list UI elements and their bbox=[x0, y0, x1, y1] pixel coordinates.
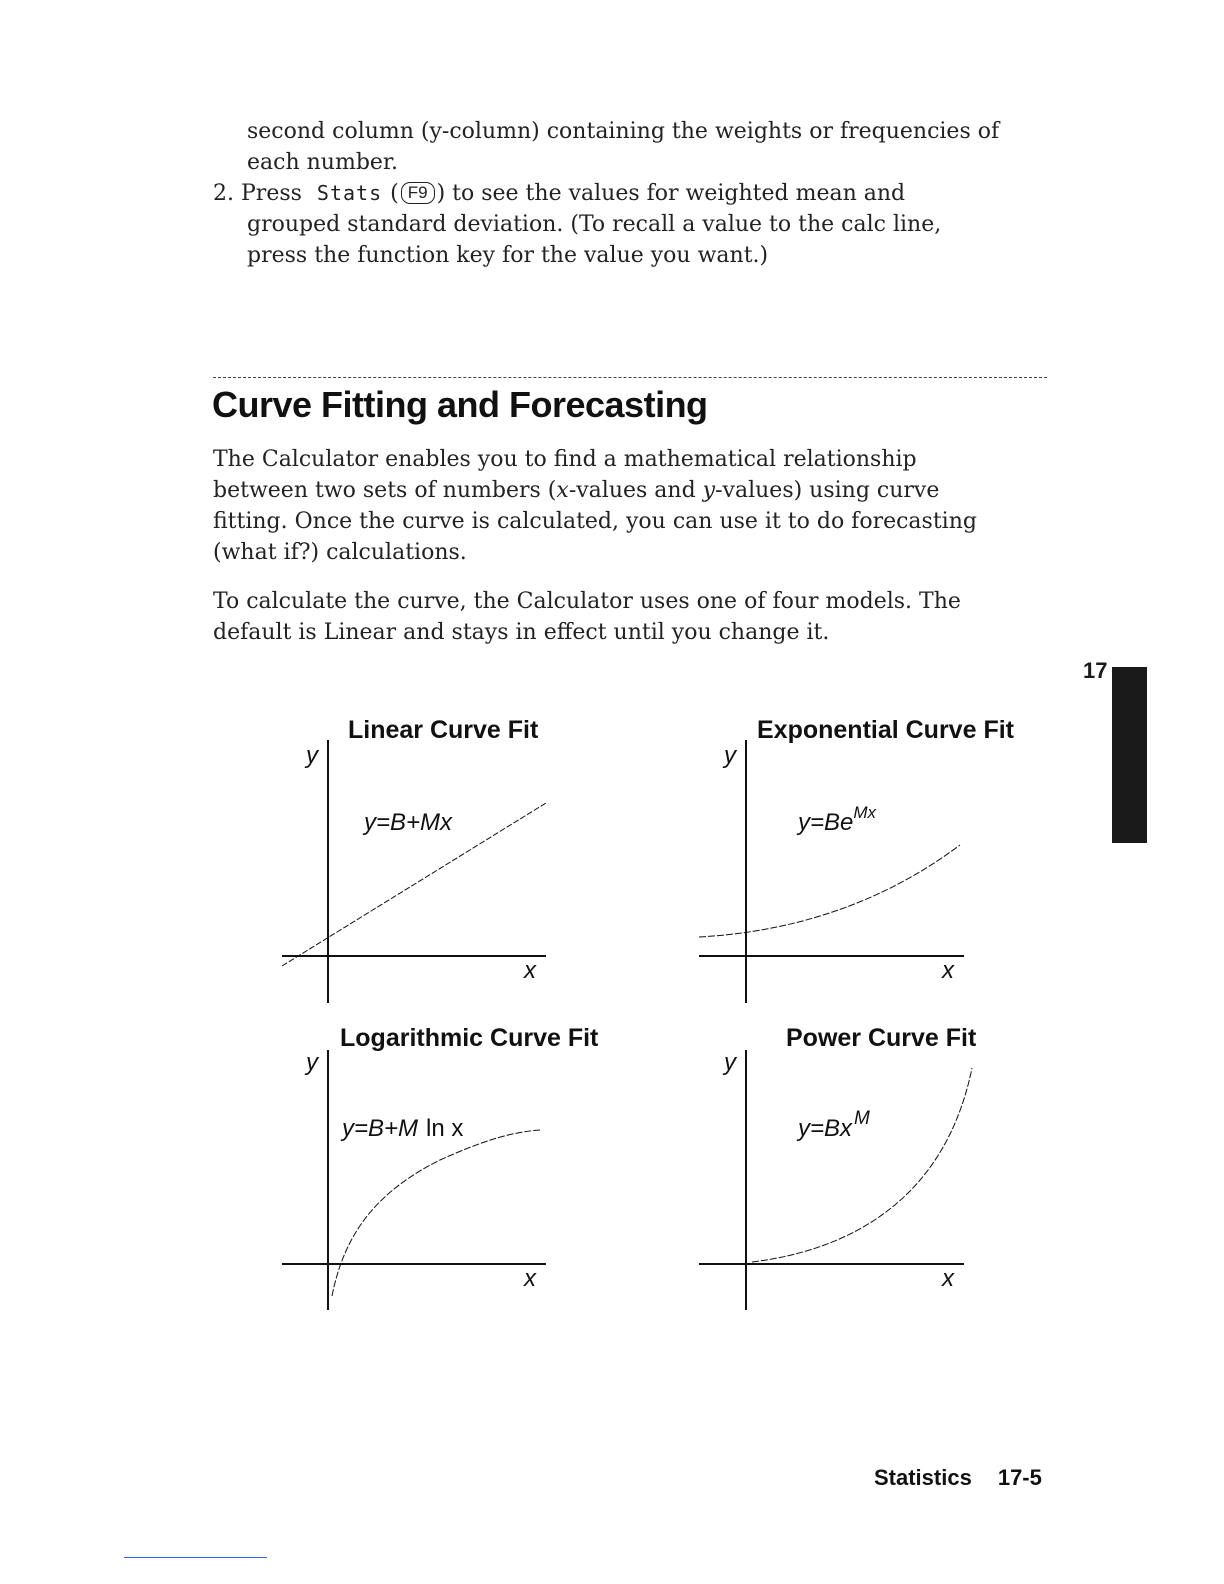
p1-line-4: (what if?) calculations. bbox=[213, 540, 467, 565]
power-equation-base: y=Bx bbox=[798, 1115, 853, 1142]
bottom-line bbox=[124, 1557, 267, 1558]
power-title: Power Curve Fit bbox=[786, 1024, 977, 1052]
p2-line-2: default is Linear and stays in effect until you change it. bbox=[213, 620, 830, 645]
footer-section: Statistics bbox=[874, 1465, 972, 1490]
section-heading: Curve Fitting and Forecasting bbox=[212, 384, 708, 425]
step-2-line-3: press the function key for the value you want.) bbox=[247, 243, 769, 268]
power-equation-exponent: M bbox=[854, 1108, 870, 1129]
intro-line-1: second column (y-column) containing the weights or frequencies of bbox=[247, 119, 1000, 144]
p2-line-1: To calculate the curve, the Calculator uses one of four models. The bbox=[213, 589, 961, 614]
exponential-y-label: y bbox=[724, 742, 736, 769]
intro-line-2: each number. bbox=[247, 150, 399, 175]
p1-line-3: fitting. Once the curve is calculated, you can use it to do forecasting bbox=[213, 509, 977, 534]
step-2-line-1: 2. Press Stats ( F9 ) to see the values for weighted mean and bbox=[213, 181, 906, 206]
logarithmic-x-label: x bbox=[524, 1265, 536, 1292]
power-y-label: y bbox=[724, 1049, 736, 1076]
press-word: Press bbox=[241, 181, 302, 206]
exponential-equation bbox=[796, 803, 877, 836]
logarithmic-equation-main: y=B+M bbox=[342, 1115, 419, 1142]
logarithmic-equation bbox=[340, 1115, 463, 1142]
exponential-figure bbox=[699, 740, 964, 1003]
footer-page-number: 17-5 bbox=[997, 1465, 1042, 1490]
p1-l2-x: x bbox=[556, 478, 569, 503]
exponential-equation-base: y=Be bbox=[798, 809, 854, 836]
exponential-title: Exponential Curve Fit bbox=[757, 716, 1014, 744]
linear-title: Linear Curve Fit bbox=[348, 716, 539, 744]
stats-softkey: Stats bbox=[316, 181, 383, 205]
p1-l2-a: between two sets of numbers ( bbox=[213, 478, 557, 503]
chapter-tab-number: 17 bbox=[1083, 658, 1108, 683]
power-curve bbox=[752, 1068, 972, 1262]
exponential-equation-exponent: Mx bbox=[853, 803, 877, 822]
linear-equation: y=B+Mx bbox=[364, 809, 453, 836]
linear-y-label: y bbox=[306, 742, 318, 769]
power-x-label: x bbox=[942, 1265, 954, 1292]
logarithmic-equation-fn: ln x bbox=[426, 1115, 464, 1142]
step-2-line-2: grouped standard deviation. (To recall a value to the calc line, bbox=[247, 212, 942, 237]
f9-key: F9 bbox=[401, 182, 435, 204]
step-number: 2. bbox=[213, 181, 234, 206]
p1-line-1: The Calculator enables you to find a mathematical relationship bbox=[213, 447, 917, 472]
power-equation bbox=[796, 1108, 870, 1142]
p1-l2-c: -values) using curve bbox=[715, 478, 940, 503]
logarithmic-y-label: y bbox=[306, 1049, 318, 1076]
logarithmic-figure bbox=[282, 1050, 546, 1310]
step-2-rest: ) to see the values for weighted mean and bbox=[436, 181, 906, 206]
p1-l2-b: -values and bbox=[568, 478, 703, 503]
page-footer bbox=[874, 1465, 1042, 1491]
p1-l2-y: y bbox=[702, 478, 716, 503]
linear-figure bbox=[282, 740, 546, 1003]
exponential-curve bbox=[699, 845, 960, 937]
power-figure bbox=[699, 1050, 972, 1310]
linear-x-label: x bbox=[524, 957, 536, 984]
logarithmic-curve bbox=[332, 1130, 540, 1296]
exponential-x-label: x bbox=[942, 957, 954, 984]
logarithmic-title: Logarithmic Curve Fit bbox=[340, 1024, 599, 1052]
